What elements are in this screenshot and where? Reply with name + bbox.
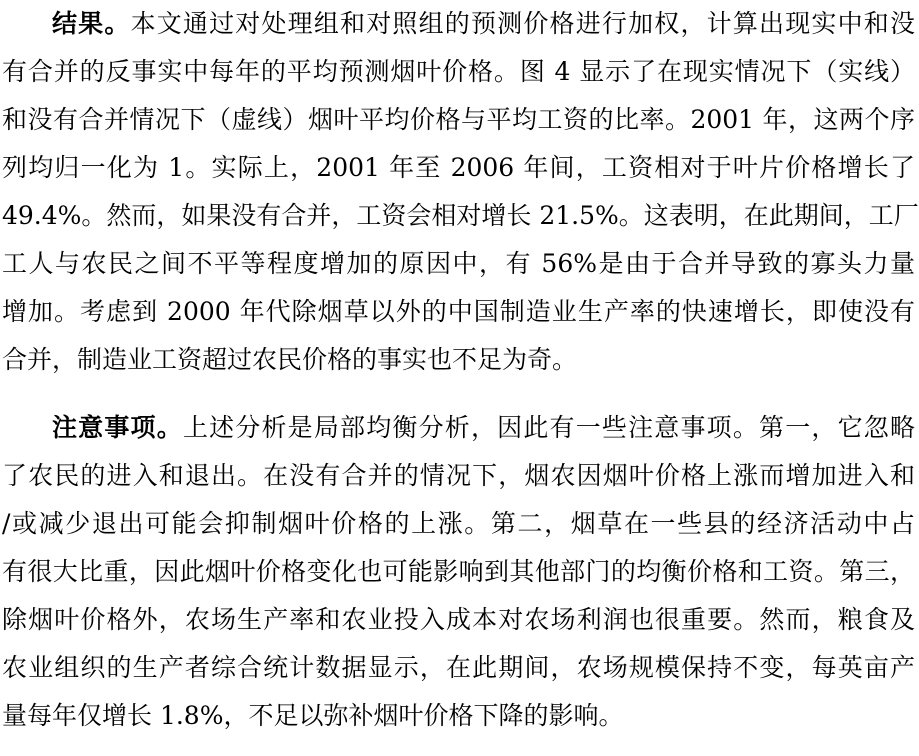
paragraph-results-line-4: 列均归一化为 1。实际上，2001 年至 2006 年间，工资相对于叶片价格增长了 [2, 153, 915, 182]
paragraph-caveats-line-1 [0, 404, 919, 452]
paragraph-caveats-line-6: 农业组织的生产者综合统计数据显示，在此期间，农场规模保持不变，每英亩产 [2, 653, 915, 682]
paragraph-results-text: 本文通过对处理组和对照组的预测价格进行加权，计算出现实中和没 [130, 9, 915, 38]
paragraph-results-line-5: 49.4%。然而，如果没有合并，工资会相对增长 21.5%。这表明，在此期间，工厂 [2, 201, 919, 230]
paragraph-results-line-2: 有合并的反事实中每年的平均预测烟叶价格。图 4 显示了在现实情况下（实线） [2, 57, 915, 86]
paragraph-results-line-7: 增加。考虑到 2000 年代除烟草以外的中国制造业生产率的快速增长，即使没有 [2, 297, 915, 326]
paragraph-caveats-line-7: 量每年仅增长 1.8%，不足以弥补烟叶价格下降的影响。 [2, 701, 624, 730]
paragraph-caveats-line-5: 除烟叶价格外，农场生产率和农业投入成本对农场利润也很重要。然而，粮食及 [2, 605, 915, 634]
paragraph-caveats-line-2: 了农民的进入和退出。在没有合并的情况下，烟农因烟叶价格上涨而增加进入和 [2, 461, 915, 490]
paragraph-caveats-line-3: /或减少退出可能会抑制烟叶价格的上涨。第二，烟草在一些县的经济活动中占 [2, 509, 915, 538]
paragraph-caveats-line-4: 有很大比重，因此烟叶价格变化也可能影响到其他部门的均衡价格和工资。第三， [2, 557, 915, 586]
paragraph-results-line-1 [0, 0, 919, 48]
paragraph-results-line-6: 工人与农民之间不平等程度增加的原因中，有 56%是由于合并导致的寡头力量 [2, 249, 915, 278]
paragraph-results-line-3: 和没有合并情况下（虚线）烟叶平均价格与平均工资的比率。2001 年，这两个序 [2, 105, 915, 134]
paragraph-caveats-heading: 注意事项。 [52, 413, 183, 442]
paragraph-caveats-text: 上述分析是局部均衡分析，因此有一些注意事项。第一，它忽略 [182, 413, 915, 442]
paragraph-results-heading: 结果。 [52, 9, 131, 38]
paragraph-results-line-8: 合并，制造业工资超过农民价格的事实也不足为奇。 [2, 345, 578, 374]
